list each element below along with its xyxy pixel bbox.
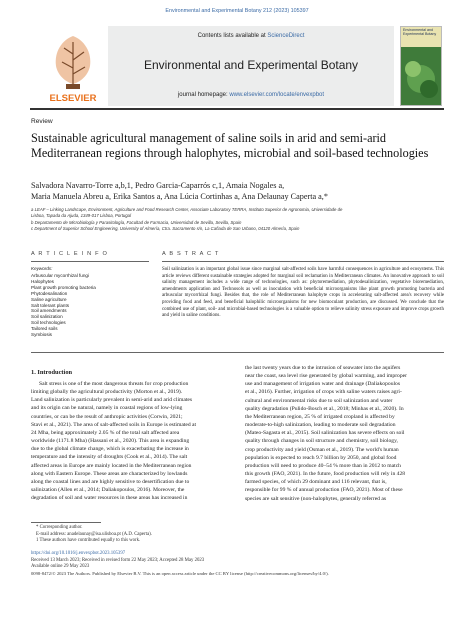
intro-line: use and management of irrigation water and drainage (Daliakopoulos (245, 381, 401, 388)
received-dates: Received 13 March 2023; Received in revised form 22 May 2023; Accepted 28 May 2023 (31, 557, 205, 563)
authors-line-2[interactable]: Maria Manuela Abreu a, Erika Santos a, Ana Lúcia Cortinhas a, Ana Delaunay Caperta a,* (31, 192, 328, 201)
keyword-item: Halophytes (31, 278, 54, 284)
keyword-item: Soil salinization (31, 314, 63, 320)
keyword-item: Arbuscular mycorrhizal fungi (31, 273, 89, 278)
email-note[interactable]: E-mail address: anadelaunay@isa.ulisboa.pt (A.D. Caperta). (36, 531, 152, 537)
journal-citation[interactable]: Environmental and Experimental Botany 212 (2023) 105397 (165, 8, 309, 14)
authors-line-1[interactable]: Salvadora Navarro-Torre a,b,1, Pedro Garcia-Caparrós c,1, Amaia Nogales a, (31, 181, 285, 190)
intro-line: affected areas in Europe are mainly located in the Mediterranean region (31, 462, 192, 469)
author-list (31, 180, 431, 202)
intro-line: Land salinization is particularly prevalent in semi-arid and arid climates (31, 397, 193, 404)
corresponding-author-note: * Corresponding author. (36, 525, 83, 530)
intro-line: Stavi et al., 2021). The area of salt-affected soils in Europe is estimated at (31, 421, 197, 428)
abstract-rule (162, 261, 444, 262)
keyword-item: Soil technologies (31, 320, 66, 326)
cover-image (401, 49, 441, 105)
elsevier-logo (40, 30, 106, 106)
publisher-name: ELSEVIER (49, 93, 97, 104)
intro-line: and its origin can be natural, namely in coastal regions of low-lying (31, 405, 183, 412)
intro-line: et al., 2016). Further, irrigation of crops with saline waters raises agri- (245, 389, 402, 396)
intro-line: cultural and environmental risks due to soil salinization and water (245, 397, 393, 404)
intro-left-column (31, 380, 231, 502)
affiliation-a-line-2: Lisboa, Tapada da Ajuda, 1349-017 Lisboa, Portugal (31, 213, 132, 219)
homepage-line (108, 92, 394, 98)
article-info-rule (31, 261, 149, 262)
keyword-item: Tailored soils (31, 326, 58, 332)
intro-line: salinization (Allen et al., 2014; Daliakopoulos, 2016). Moreover, the (31, 487, 185, 494)
equal-contribution-note: 1 These authors have contributed equally to this work. (36, 538, 141, 544)
intro-right-column (245, 364, 445, 503)
affiliation-b: b Departamento de Microbiología y Parasitología, Facultad de Farmacia, Universidad de Sevilla, Sevilla, Spain (31, 219, 242, 225)
intro-line: limiting globally the agricultural productivity (Morton et al., 2019). (31, 389, 183, 396)
intro-line: crop productivity and yield (Osman et al., 2019). The world's human (245, 446, 399, 453)
intro-line: the Mediterranean region, 25 % of irrigated cropland is affected by (245, 413, 395, 420)
homepage-link[interactable]: www.elsevier.com/locate/envexpbot (229, 92, 325, 98)
sciencedirect-link[interactable]: ScienceDirect (267, 33, 305, 39)
intro-line: temperature and the intensity of droughts (Cook et al., 2014). The salt (31, 454, 188, 461)
keyword-item: Saline agriculture (31, 296, 67, 302)
intro-line: near the coast, sea level rise generated by global warming, and improper (245, 373, 408, 380)
intro-line: population is expected to reach 9.7 billion by 2050, and global food (245, 454, 397, 461)
intro-line: due to the global climate change, which is exacerbating the increase in (31, 446, 189, 453)
keyword-item: Salt tolerant plants (31, 302, 70, 308)
abstract-header: A B S T R A C T (162, 251, 220, 257)
intro-line: (Mateo-Sagasta et al., 2015). Soil salinization has severe effects on soil (245, 430, 405, 437)
journal-cover-thumbnail (400, 26, 442, 106)
license-note[interactable]: 0098-8472/© 2023 The Authors. Published by Elsevier B.V. This is an open access article under the CC BY license (http://creativecommons.org/licenses/by/4.0/). (31, 570, 329, 576)
abstract-text: Soil salinization is an important global issue since marginal salt-affected soils have harmful consequences in agriculture and ecosystems. This article reviews different sustainable strategies adopted for marginal soil reclamation in Mediterranean climates. An innovative approach to soil salinity management includes a wide range of technologies, such as: phytoremediation, phytodesalinization, vegetative bioremediation, amendments application and Technosols as well as inoculation with beneficial microorganisms like plant growth promoting bacteria and arbuscular mycorrhizal fungi. Besides that, the role of Mediterranean halophyte crops in accelerating salt-affected area's recovery while providing food and feed, and beneficial halophilic microorganisms for new biomoculant production, are discussed. We conclude that the combined use of plant, soil- and microbial-based technologies is a valuable option to relieve salinity stress exposure and improve crops growth and yield in saline conditions. (162, 267, 444, 319)
footnote-rule (31, 522, 101, 523)
journal-title: Environmental and Experimental Botany (143, 58, 359, 72)
intro-line: along the coastal lines and are highly sensitive to desertification due to (31, 478, 190, 485)
keyword-item: Phytodesalination (31, 290, 68, 296)
intro-line: the last twenty years due to the intrusion of seawater into the aquifers (245, 365, 401, 371)
article-info-header: A R T I C L E I N F O (31, 251, 109, 257)
intro-line: species are salt sensitive (non-halophytes, generally referred as (245, 495, 387, 502)
homepage-prefix: journal homepage: (177, 92, 230, 98)
abstract-end-rule (31, 352, 444, 353)
keyword-list (31, 273, 96, 338)
affiliation-a-line-1: a LEAF – Linking Landscape, Environment, Agriculture and Food Research Center, Associate Laboratory TERRA, Instituto Superior de Agronomia, Universidade de (31, 207, 343, 212)
intro-line: moderate-to-high salinization, leading to moderate soil degradation (245, 422, 396, 429)
intro-line: 24 Mha, being approximately 2.05 % of the total salt affected area (31, 429, 180, 436)
contents-line (108, 33, 394, 39)
keywords-label: Keywords: (31, 266, 53, 271)
intro-line: production will need to produce 40–54 % more than in 2012 to match (245, 462, 401, 469)
intro-line: degradation of soil and water resources in these areas has increased in (31, 495, 188, 502)
intro-line: countries, or can be the result of anthropic activities (Corwin, 2021; (31, 413, 183, 420)
publication-info (31, 551, 329, 577)
intro-line: Salt stress is one of the most dangerous threats for crop production (39, 381, 189, 387)
available-online: Available online 29 May 2023 (31, 564, 90, 570)
doi-link[interactable]: https://doi.org/10.1016/j.envexpbot.2023.105397 (31, 551, 126, 556)
intro-line: quality degradation (Pulido-Bosch et al., 2018; Minhas et al., 2020). In (245, 405, 404, 412)
keyword-item: Soil amendments (31, 308, 67, 314)
affiliations (31, 207, 441, 233)
keyword-item: Symbiosis (31, 332, 52, 338)
header-rule (30, 108, 444, 110)
article-type: Review (31, 118, 53, 125)
intro-line: farmed species, of which 29 dominant and 116 relevant, that is, (245, 479, 387, 486)
contents-prefix: Contents lists available at (197, 33, 268, 39)
introduction-heading: 1. Introduction (31, 369, 73, 376)
intro-line: worldwide (1171.8 Mha) (Hassani et al., 2020). This area is expanding (31, 438, 190, 445)
cover-title: Environmental and Experimental Botany (401, 27, 441, 47)
keyword-item: Plant growth promoting bacteria (31, 284, 96, 290)
affiliation-c: c Department of Superior School Engineering, University of Almería, Ctra. Sacramento s/n, La Cañada de San Urbano, 04120 Almería, Spain (31, 226, 300, 232)
intro-line: this growth (FAO, 2021). In the future, food production will rely in 428 (245, 471, 406, 478)
intro-line: quality through changes in soil structure and chemistry, soil biology, (245, 438, 398, 445)
intro-line: along with Eastern Europe. These areas are characterized by lowlands (31, 470, 188, 477)
footnotes (36, 525, 152, 545)
intro-line: responsible for 99 % of annual production (FAO, 2021). Most of these (245, 487, 403, 494)
article-title: Sustainable agricultural management of saline soils in arid and semi-arid Mediterranean regions through halophytes, microbial and soil-based technologies (31, 131, 429, 160)
